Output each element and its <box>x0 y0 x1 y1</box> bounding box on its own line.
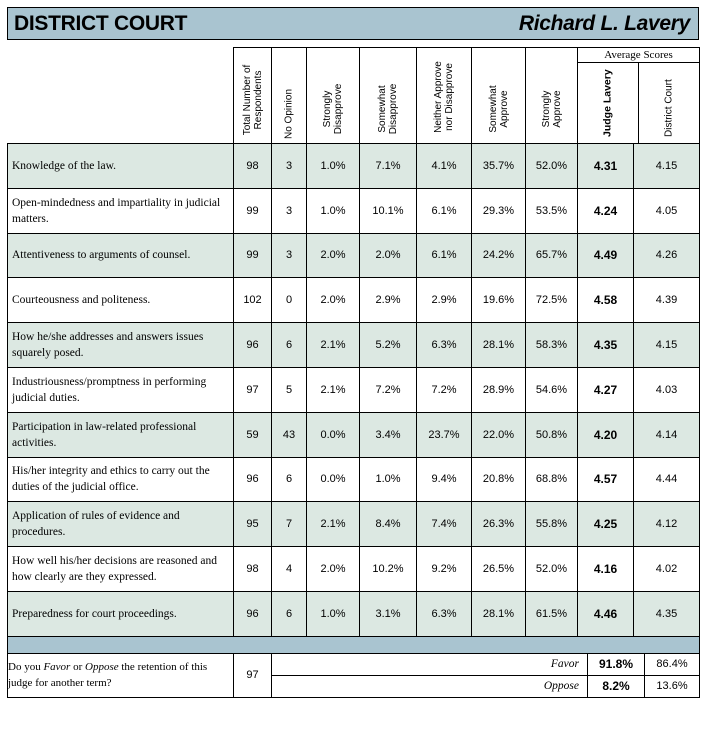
somewhat-disapprove-cell: 3.1% <box>360 591 417 636</box>
total-cell: 97 <box>234 367 272 412</box>
neither-cell: 9.4% <box>417 457 472 502</box>
retention-question: Do you Favor or Oppose the retention of this judge for another term? <box>8 653 234 697</box>
header-somewhat-disapprove: Somewhat Disapprove <box>360 48 417 144</box>
neither-cell: 2.9% <box>417 278 472 323</box>
total-cell: 98 <box>234 547 272 592</box>
somewhat-approve-cell: 19.6% <box>472 278 526 323</box>
neither-cell: 23.7% <box>417 412 472 457</box>
header-judge: Judge Lavery <box>601 69 614 137</box>
somewhat-approve-cell: 24.2% <box>472 233 526 278</box>
neither-cell: 7.4% <box>417 502 472 547</box>
judge-score-cell: 4.20 <box>578 412 634 457</box>
question-text: Application of rules of evidence and procedures. <box>8 502 234 547</box>
no-opinion-cell: 4 <box>272 547 307 592</box>
somewhat-disapprove-cell: 1.0% <box>360 457 417 502</box>
oppose-judge: 8.2% <box>587 676 644 697</box>
header-court: District Court <box>638 63 699 143</box>
neither-cell: 9.2% <box>417 547 472 592</box>
strongly-disapprove-cell: 2.1% <box>307 323 360 368</box>
no-opinion-cell: 6 <box>272 457 307 502</box>
total-cell: 95 <box>234 502 272 547</box>
court-score-cell: 4.03 <box>634 367 700 412</box>
no-opinion-cell: 7 <box>272 502 307 547</box>
strongly-disapprove-cell: 0.0% <box>307 412 360 457</box>
strongly-disapprove-cell: 1.0% <box>307 591 360 636</box>
judge-score-cell: 4.49 <box>578 233 634 278</box>
no-opinion-cell: 3 <box>272 188 307 233</box>
judge-score-cell: 4.35 <box>578 323 634 368</box>
strongly-approve-cell: 52.0% <box>526 547 578 592</box>
question-row <box>8 144 700 189</box>
court-title: DISTRICT COURT <box>14 12 188 35</box>
strongly-approve-cell: 55.8% <box>526 502 578 547</box>
favor-row <box>272 654 699 675</box>
strongly-disapprove-cell: 2.0% <box>307 233 360 278</box>
question-row <box>8 547 700 592</box>
court-score-cell: 4.15 <box>634 323 700 368</box>
retention-row <box>8 653 700 697</box>
judge-score-cell: 4.46 <box>578 591 634 636</box>
question-text: How he/she addresses and answers issues squarely posed. <box>8 323 234 368</box>
oppose-label: Oppose <box>543 680 580 693</box>
favor-label: Favor <box>550 658 580 671</box>
court-score-cell: 4.35 <box>634 591 700 636</box>
strongly-disapprove-cell: 1.0% <box>307 188 360 233</box>
somewhat-approve-cell: 29.3% <box>472 188 526 233</box>
strongly-approve-cell: 72.5% <box>526 278 578 323</box>
strongly-approve-cell: 50.8% <box>526 412 578 457</box>
favor-court: 86.4% <box>644 654 699 675</box>
no-opinion-cell: 43 <box>272 412 307 457</box>
title-bar <box>7 7 699 40</box>
question-text: Preparedness for court proceedings. <box>8 591 234 636</box>
header-total: Total Number of Respondents <box>234 48 272 144</box>
somewhat-approve-cell: 26.3% <box>472 502 526 547</box>
judge-name: Richard L. Lavery <box>518 12 690 35</box>
question-row <box>8 233 700 278</box>
somewhat-approve-cell: 20.8% <box>472 457 526 502</box>
total-cell: 59 <box>234 412 272 457</box>
judge-score-cell: 4.25 <box>578 502 634 547</box>
somewhat-approve-cell: 28.1% <box>472 323 526 368</box>
neither-cell: 6.1% <box>417 233 472 278</box>
total-cell: 96 <box>234 323 272 368</box>
strongly-approve-cell: 58.3% <box>526 323 578 368</box>
neither-cell: 6.3% <box>417 323 472 368</box>
neither-cell: 6.1% <box>417 188 472 233</box>
somewhat-disapprove-cell: 2.0% <box>360 233 417 278</box>
total-cell: 98 <box>234 144 272 189</box>
court-score-cell: 4.44 <box>634 457 700 502</box>
separator-row <box>8 636 700 653</box>
court-score-cell: 4.05 <box>634 188 700 233</box>
oppose-row <box>272 675 699 697</box>
total-cell: 102 <box>234 278 272 323</box>
question-row <box>8 323 700 368</box>
header-neither: Neither Approve nor Disapprove <box>417 48 472 144</box>
somewhat-approve-cell: 26.5% <box>472 547 526 592</box>
question-text: Industriousness/promptness in performing judicial duties. <box>8 367 234 412</box>
favor-judge: 91.8% <box>587 654 644 675</box>
court-score-cell: 4.15 <box>634 144 700 189</box>
strongly-approve-cell: 68.8% <box>526 457 578 502</box>
question-text: Courteousness and politeness. <box>8 278 234 323</box>
strongly-approve-cell: 65.7% <box>526 233 578 278</box>
question-text: Open-mindedness and impartiality in judicial matters. <box>8 188 234 233</box>
somewhat-disapprove-cell: 3.4% <box>360 412 417 457</box>
neither-cell: 7.2% <box>417 367 472 412</box>
no-opinion-cell: 6 <box>272 323 307 368</box>
retention-results <box>272 653 700 697</box>
no-opinion-cell: 6 <box>272 591 307 636</box>
court-score-cell: 4.26 <box>634 233 700 278</box>
no-opinion-cell: 5 <box>272 367 307 412</box>
question-row <box>8 367 700 412</box>
judge-score-cell: 4.58 <box>578 278 634 323</box>
total-cell: 99 <box>234 233 272 278</box>
judge-score-cell: 4.24 <box>578 188 634 233</box>
somewhat-approve-cell: 22.0% <box>472 412 526 457</box>
survey-table <box>7 47 700 698</box>
somewhat-disapprove-cell: 7.2% <box>360 367 417 412</box>
somewhat-disapprove-cell: 10.2% <box>360 547 417 592</box>
question-row <box>8 502 700 547</box>
judge-score-cell: 4.31 <box>578 144 634 189</box>
strongly-disapprove-cell: 2.1% <box>307 502 360 547</box>
total-cell: 96 <box>234 591 272 636</box>
strongly-approve-cell: 61.5% <box>526 591 578 636</box>
judge-score-cell: 4.57 <box>578 457 634 502</box>
question-text: Attentiveness to arguments of counsel. <box>8 233 234 278</box>
somewhat-disapprove-cell: 5.2% <box>360 323 417 368</box>
question-text: Participation in law-related professional activities. <box>8 412 234 457</box>
retention-total: 97 <box>234 653 272 697</box>
no-opinion-cell: 3 <box>272 144 307 189</box>
strongly-disapprove-cell: 2.0% <box>307 278 360 323</box>
somewhat-approve-cell: 28.1% <box>472 591 526 636</box>
court-score-cell: 4.02 <box>634 547 700 592</box>
strongly-disapprove-cell: 1.0% <box>307 144 360 189</box>
somewhat-disapprove-cell: 8.4% <box>360 502 417 547</box>
court-score-cell: 4.14 <box>634 412 700 457</box>
strongly-disapprove-cell: 2.1% <box>307 367 360 412</box>
question-row <box>8 188 700 233</box>
strongly-disapprove-cell: 0.0% <box>307 457 360 502</box>
header-no-opinion: No Opinion <box>272 48 307 144</box>
question-row <box>8 278 700 323</box>
question-text: Knowledge of the law. <box>8 144 234 189</box>
question-row <box>8 412 700 457</box>
somewhat-disapprove-cell: 2.9% <box>360 278 417 323</box>
oppose-court: 13.6% <box>644 676 699 697</box>
question-text: His/her integrity and ethics to carry out the duties of the judicial office. <box>8 457 234 502</box>
no-opinion-cell: 0 <box>272 278 307 323</box>
question-row <box>8 457 700 502</box>
court-score-cell: 4.39 <box>634 278 700 323</box>
header-average-scores <box>578 48 700 144</box>
strongly-disapprove-cell: 2.0% <box>307 547 360 592</box>
header-strongly-disapprove: Strongly Disapprove <box>307 48 360 144</box>
somewhat-approve-cell: 35.7% <box>472 144 526 189</box>
neither-cell: 6.3% <box>417 591 472 636</box>
strongly-approve-cell: 53.5% <box>526 188 578 233</box>
header-blank <box>8 48 234 144</box>
header-strongly-approve: Strongly Approve <box>526 48 578 144</box>
no-opinion-cell: 3 <box>272 233 307 278</box>
average-scores-label: Average Scores <box>578 48 699 63</box>
judge-score-cell: 4.27 <box>578 367 634 412</box>
total-cell: 99 <box>234 188 272 233</box>
header-somewhat-approve: Somewhat Approve <box>472 48 526 144</box>
header-row <box>8 48 700 144</box>
strongly-approve-cell: 54.6% <box>526 367 578 412</box>
question-row <box>8 591 700 636</box>
judge-score-cell: 4.16 <box>578 547 634 592</box>
neither-cell: 4.1% <box>417 144 472 189</box>
court-score-cell: 4.12 <box>634 502 700 547</box>
question-text: How well his/her decisions are reasoned and how clearly are they expressed. <box>8 547 234 592</box>
somewhat-approve-cell: 28.9% <box>472 367 526 412</box>
somewhat-disapprove-cell: 10.1% <box>360 188 417 233</box>
somewhat-disapprove-cell: 7.1% <box>360 144 417 189</box>
total-cell: 96 <box>234 457 272 502</box>
strongly-approve-cell: 52.0% <box>526 144 578 189</box>
